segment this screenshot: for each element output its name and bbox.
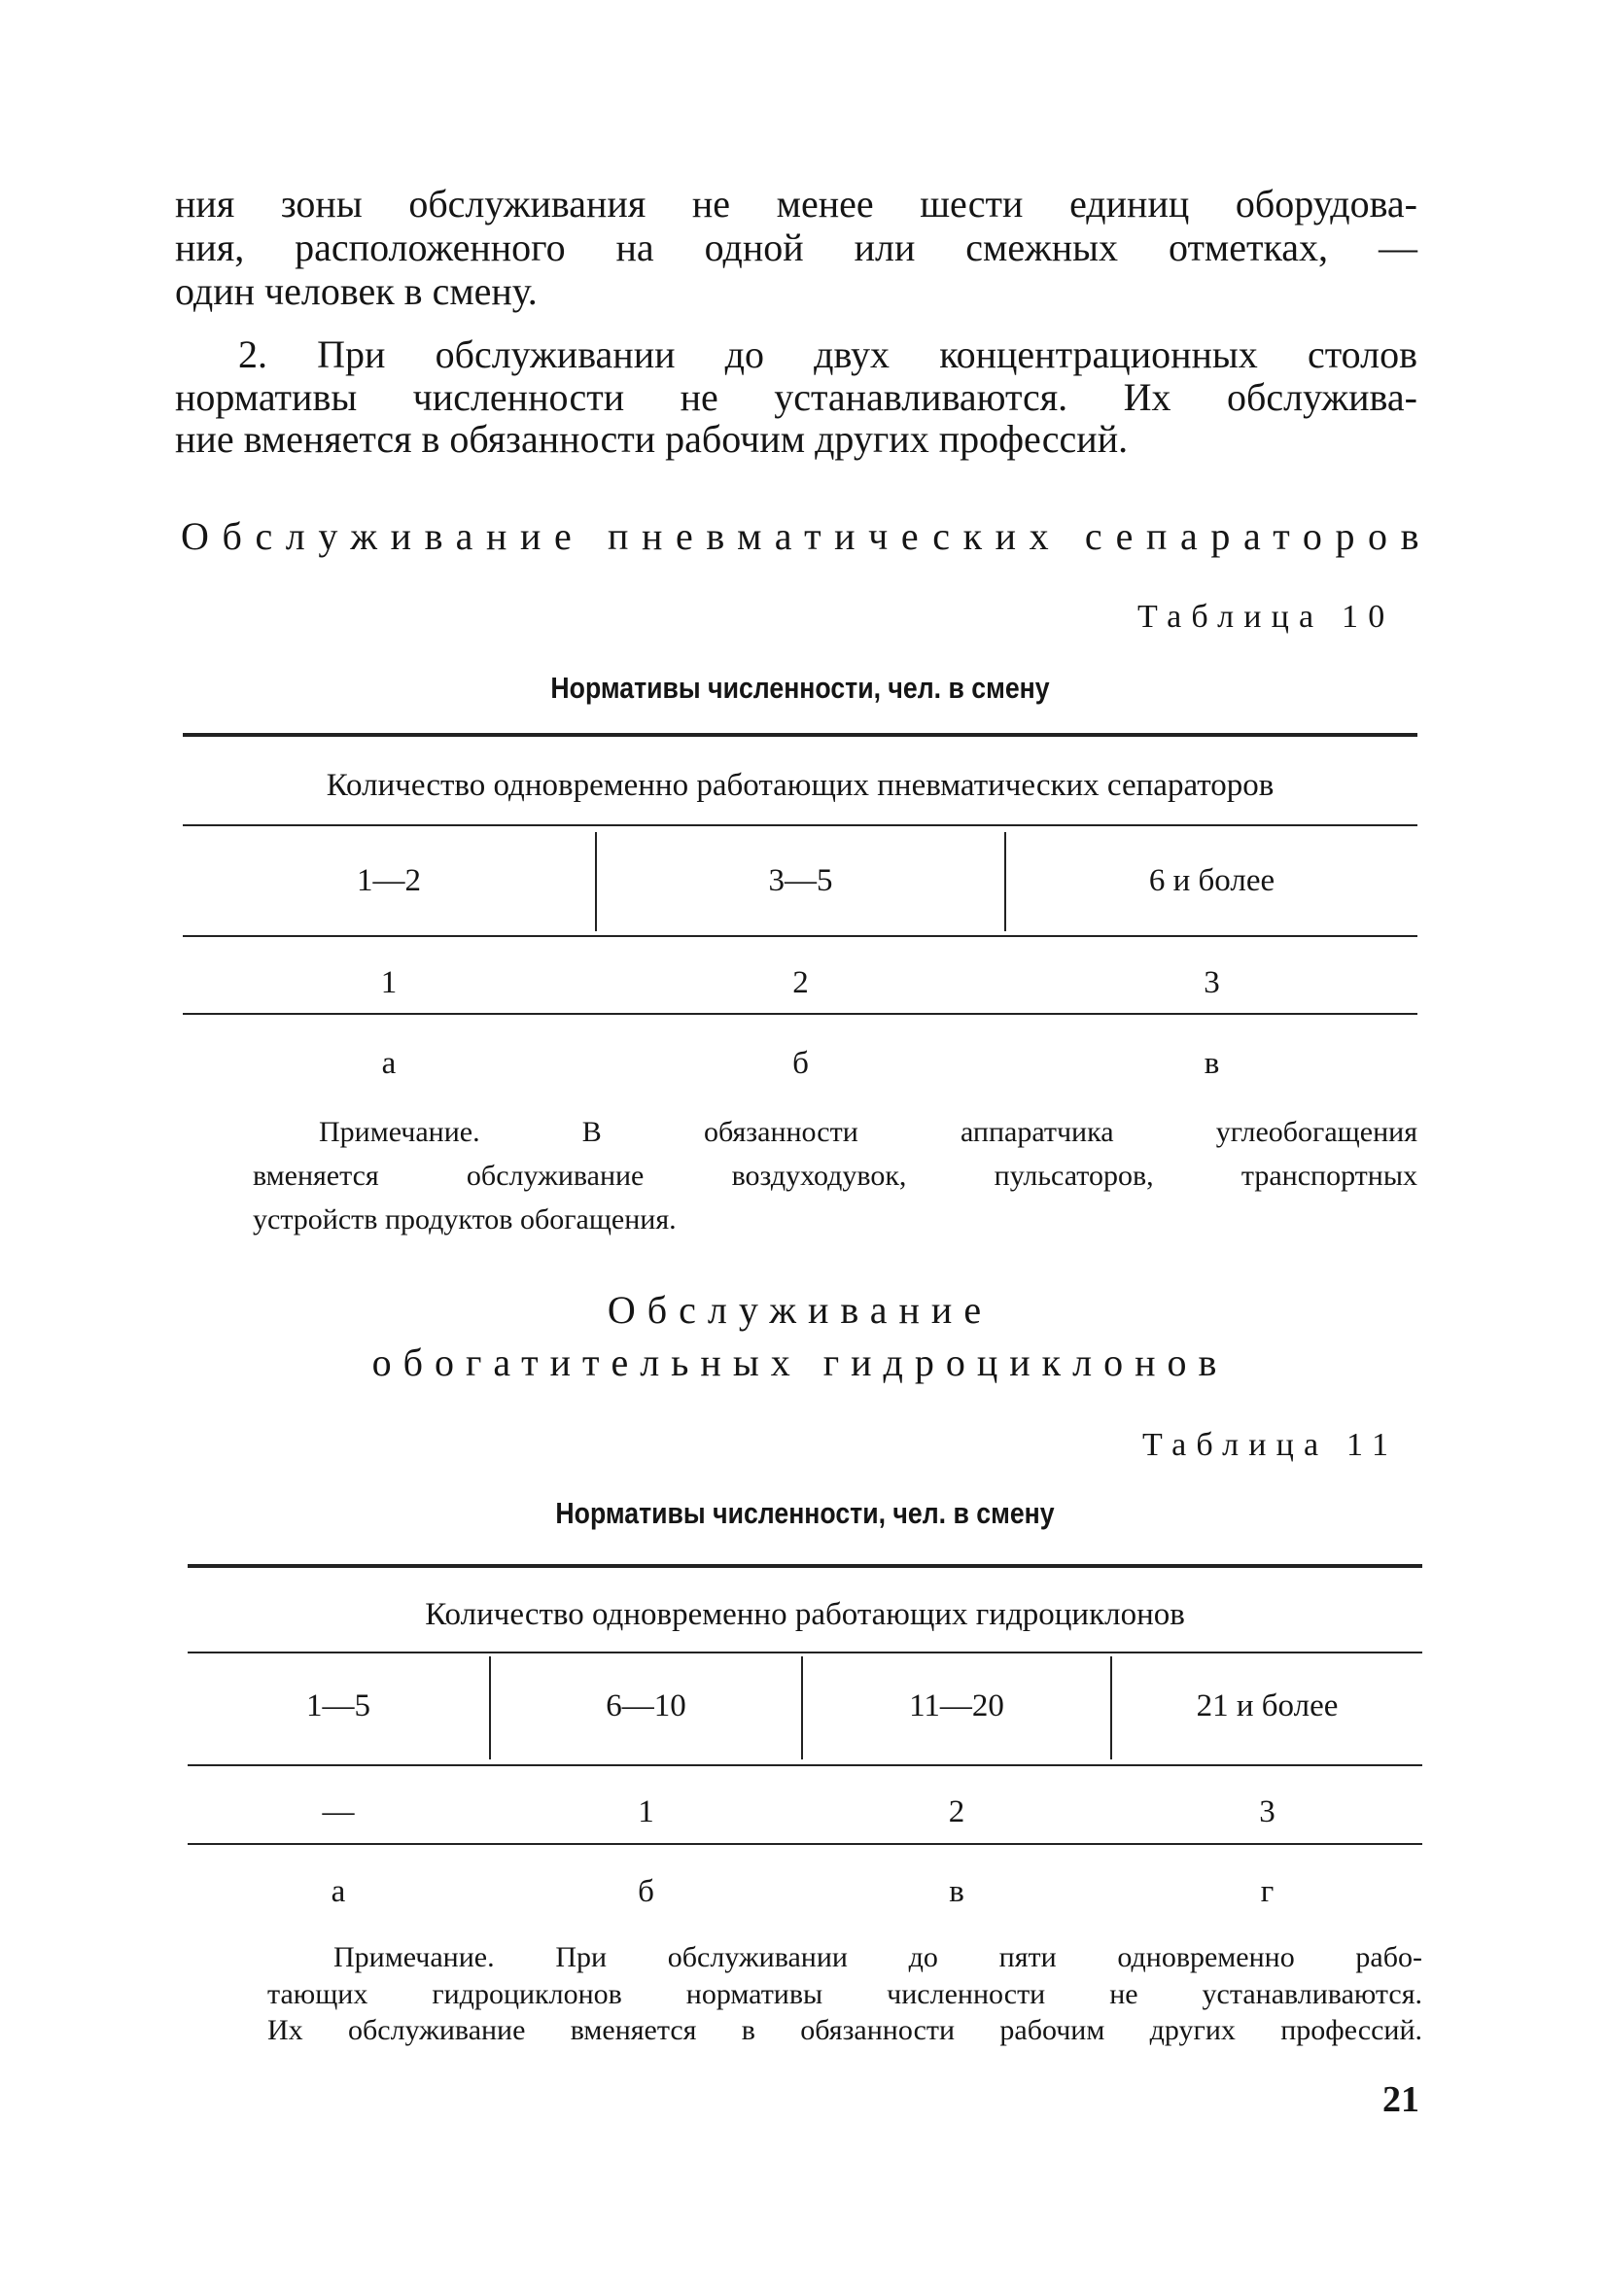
- paragraph-line: ния, расположенного на одной или смежных отметках, —: [175, 226, 1417, 269]
- table-title: Нормативы численности, чел. в смену: [550, 671, 1050, 705]
- column-letter: а: [331, 1874, 346, 1909]
- table-rule: [183, 733, 1417, 737]
- table-column-header: 21 и более: [1196, 1688, 1339, 1723]
- column-letter: в: [1204, 1046, 1220, 1081]
- note-line: вменяется обслуживание воздуходувок, пульсаторов, транспортных: [253, 1160, 1417, 1192]
- column-letter: б: [638, 1874, 654, 1909]
- paragraph-line: один человек в смену.: [175, 269, 538, 313]
- table-cell: 2: [792, 965, 809, 1000]
- table-label: Таблица 11: [1142, 1427, 1399, 1463]
- table-column-header: 1—5: [306, 1688, 370, 1723]
- table-header: Количество одновременно работающих гидроциклонов: [425, 1597, 1185, 1632]
- note-line: устройств продуктов обогащения.: [253, 1203, 677, 1235]
- section-heading: Обслуживание пневматических сепараторов: [181, 514, 1433, 558]
- table-header: Количество одновременно работающих пневматических сепараторов: [326, 768, 1275, 803]
- column-letter: б: [792, 1046, 809, 1081]
- table-cell: 1: [380, 965, 398, 1000]
- note-line: Примечание. При обслуживании до пяти одновременно рабо-: [333, 1941, 1422, 1973]
- table-column-header: 3—5: [768, 863, 833, 898]
- note-line: Примечание. В обязанности аппаратчика углеобогащения: [319, 1116, 1417, 1148]
- table-cell: 2: [948, 1794, 965, 1829]
- paragraph-line: ния зоны обслуживания не менее шести единиц оборудова-: [175, 182, 1417, 226]
- table-rule: [188, 1764, 1422, 1766]
- table-column-header: 6 и более: [1148, 863, 1275, 898]
- table-rule: [188, 1843, 1422, 1845]
- column-letter: а: [381, 1046, 397, 1081]
- section-heading: обогатительных гидроциклонов: [371, 1340, 1229, 1384]
- column-letter: в: [949, 1874, 964, 1909]
- table-column-header: 11—20: [909, 1688, 1004, 1723]
- table-rule: [188, 1652, 1422, 1653]
- paragraph-line: 2. При обслуживании до двух концентрационных столов: [238, 332, 1417, 376]
- table-cell: —: [322, 1794, 355, 1829]
- table-rule: [183, 824, 1417, 826]
- table-column-header: 6—10: [606, 1688, 686, 1723]
- note-line: Их обслуживание вменяется в обязанности рабочим других профессий.: [267, 2014, 1422, 2046]
- section-heading: Обслуживание: [607, 1288, 994, 1332]
- table-rule: [183, 935, 1417, 937]
- paragraph-line: ние вменяется в обязанности рабочим других профессий.: [175, 417, 1129, 461]
- table-label: Таблица 10: [1137, 599, 1395, 635]
- table-cell: 3: [1259, 1794, 1275, 1829]
- table-title: Нормативы численности, чел. в смену: [555, 1496, 1055, 1530]
- table-column-header: 1—2: [357, 863, 421, 898]
- table-cell: 3: [1204, 965, 1220, 1000]
- table-rule: [183, 1013, 1417, 1015]
- table-rule: [188, 1564, 1422, 1568]
- page-number: 21: [1382, 2079, 1419, 2120]
- paragraph-line: нормативы численности не устанавливаются. Их обслужива-: [175, 375, 1417, 419]
- column-letter: г: [1260, 1874, 1275, 1909]
- table-cell: 1: [638, 1794, 654, 1829]
- note-line: тающих гидроциклонов нормативы численности не устанавливаются.: [267, 1978, 1422, 2010]
